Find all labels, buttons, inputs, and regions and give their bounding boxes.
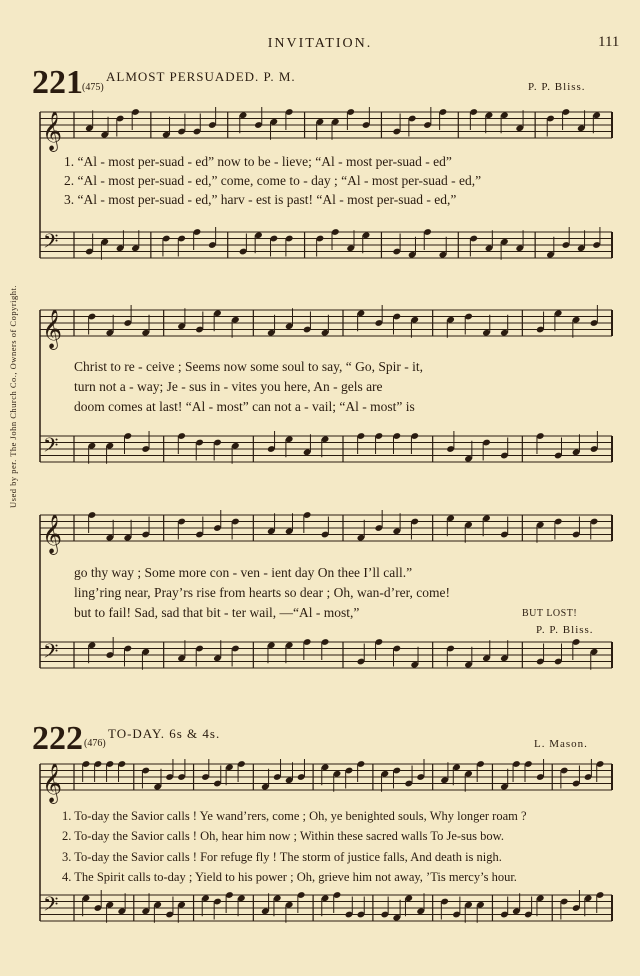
page-number: 111 — [598, 34, 620, 50]
lyric-221-s1-v2: 2. “Al - most per-suad - ed,” come, come to - day ; “Al - most per-suad - ed,” — [64, 173, 482, 188]
lyric-222-v2: 2. To-day the Savior calls ! Oh, hear him now ; Within these sacred walls To Je-sus bow. — [62, 829, 504, 843]
hymn-title-222: TO-DAY. 6s & 4s. — [108, 726, 221, 741]
page-header: INVITATION. — [267, 36, 373, 51]
system-221-3-treble-clef-icon: 𝄞 — [42, 514, 63, 554]
lyric-222-v1: 1. To-day the Savior calls ! Ye wand’rers, come ; Oh, ye benighted souls, Why longer roam ? — [62, 809, 527, 823]
hymn-number-222: 222 — [32, 720, 83, 757]
hymn-composer-221-repeat: P. P. Bliss. — [536, 624, 594, 636]
copyright-note: Used by per. The John Church Co., Owners of Copyright. — [8, 284, 18, 508]
lyric-221-but-lost: BUT LOST! — [522, 608, 578, 619]
system-221-1-bass-clef-icon: 𝄢 — [43, 229, 59, 258]
hymn-composer-222: L. Mason. — [534, 738, 588, 750]
system-221-2-bass-clef-icon: 𝄢 — [43, 433, 59, 462]
hymn-title-221: ALMOST PERSUADED. P. M. — [106, 69, 296, 84]
system-221-1-treble-clef-icon: 𝄞 — [42, 111, 63, 151]
system-222-1-treble-clef-icon: 𝄞 — [42, 763, 63, 803]
lyric-221-s1-v3: 3. “Al - most per-suad - ed,” harv - est is past! “Al - most per-suad - ed,” — [64, 192, 457, 207]
lyric-221-s3-v1: go thy way ; Some more con - ven - ient day On thee I’ll call.” — [74, 565, 413, 580]
system-221-3-bass-clef-icon: 𝄢 — [43, 639, 59, 668]
lyric-221-s2-v2: turn not a - way; Je - sus in - vites you here, An - gels are — [74, 379, 383, 394]
system-221-2-treble-clef-icon: 𝄞 — [42, 309, 63, 349]
hymn-alt-number-221: (475) — [82, 82, 104, 93]
lyric-221-s3-v2: ling’ring near, Pray’rs rise from hearts so dear ; Oh, wan-d’rer, come! — [74, 585, 451, 600]
lyric-221-s3-v3: but to fail! Sad, sad that bit - ter wail, —“Al - most,” — [74, 605, 360, 620]
system-222-1-bass-clef-icon: 𝄢 — [43, 892, 59, 921]
hymn-alt-number-222: (476) — [84, 738, 106, 749]
lyric-221-s1-v1: 1. “Al - most per-suad - ed” now to be - lieve; “Al - most per-suad - ed” — [64, 154, 452, 169]
hymn-composer-221: P. P. Bliss. — [528, 81, 586, 93]
lyric-222-v3: 3. To-day the Savior calls ! For refuge fly ! The storm of justice falls, And death is nigh. — [62, 850, 502, 864]
hymn-number-221: 221 — [32, 64, 83, 101]
lyric-222-v4: 4. The Spirit calls to-day ; Yield to his power ; Oh, grieve him not away, ’Tis mercy’s hour. — [62, 870, 517, 884]
lyric-221-s2-v3: doom comes at last! “Al - most” can not a - vail; “Al - most” is — [74, 399, 415, 414]
lyric-221-s2-v1: Christ to re - ceive ; Seems now some soul to say, “ Go, Spir - it, — [74, 359, 423, 374]
